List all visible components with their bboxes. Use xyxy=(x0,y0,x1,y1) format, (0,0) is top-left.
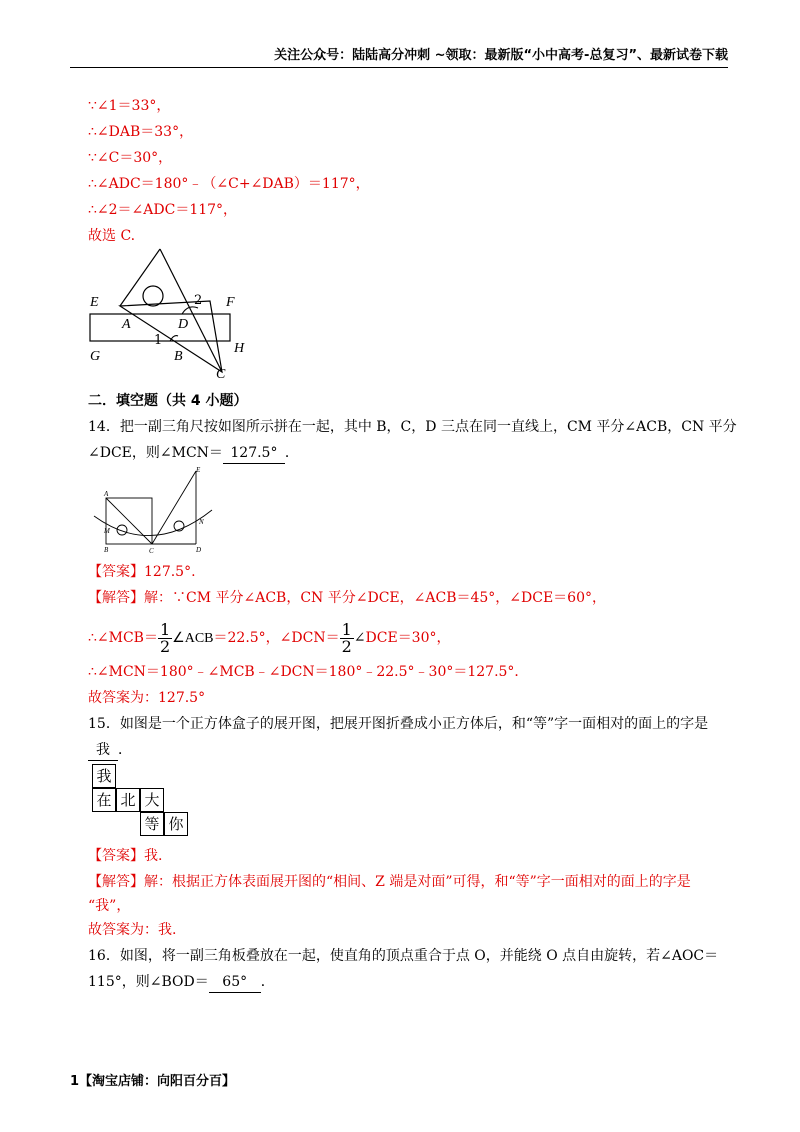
label-H: H xyxy=(234,341,245,356)
solution-line: ∴∠2＝∠ADC＝117°， xyxy=(88,202,238,218)
fraction-half xyxy=(158,619,172,656)
solution-line: ∴∠ADC＝180°﹣（∠C+∠DAB）＝117°， xyxy=(88,176,370,192)
net-cell: 我 xyxy=(92,764,116,788)
page-header: 关注公众号：陆陆高分冲刺 ~领取：最新版“小中高考-总复习”、最新试卷下载 xyxy=(70,44,728,68)
question-text: ． xyxy=(118,742,132,758)
label-C: C xyxy=(216,367,226,382)
answer-blank: 我 xyxy=(88,740,118,761)
answer-line: 【答案】我. xyxy=(88,848,163,864)
question-15-line1: 15．如图是一个正方体盒子的展开图，把展开图折叠成小正方体后，和“等”字一面相对的面上的字是 xyxy=(88,716,709,732)
question-text: 115°，则∠BOD＝ xyxy=(88,974,209,990)
label-F: F xyxy=(226,295,235,310)
analysis-line: 【解答】解：∵CM 平分∠ACB，CN 平分∠DCE，∠ACB＝45°，∠DCE＝60°， xyxy=(88,590,606,606)
net-cell: 大 xyxy=(140,788,164,812)
calc-text: ∴∠MCB＝ xyxy=(88,630,158,646)
label-A: A xyxy=(122,317,131,332)
fraction-denominator: 2 xyxy=(341,636,352,656)
net-cell: 你 xyxy=(164,812,188,836)
final-answer-line: 故答案为：127.5° xyxy=(88,690,206,706)
solution-line: 故选 C. xyxy=(88,228,136,244)
analysis-line: 【解答】解：根据正方体表面展开图的“相间、Z 端是对面”可得，和“等”字一面相对的面上的字是 xyxy=(88,874,691,890)
label-1: 1 xyxy=(154,333,163,348)
page-footer: 1【淘宝店铺：向阳百分百】 xyxy=(70,1074,236,1089)
label-B: B xyxy=(104,546,109,554)
label-2: 2 xyxy=(194,293,203,308)
final-answer-line: 故答案为：我. xyxy=(88,922,177,938)
calc-text: ＝22.5°，∠DCN＝ xyxy=(213,630,340,646)
label-D: D xyxy=(196,546,202,554)
analysis-line: “我”， xyxy=(88,898,131,914)
question-14-line1: 14．把一副三角尺按如图所示拼在一起，其中 B，C，D 三点在同一直线上，CM 平分∠ACB，CN 平分 xyxy=(88,419,737,435)
fraction-half xyxy=(340,619,354,656)
label-M: M xyxy=(104,527,110,535)
question-16-line2 xyxy=(88,972,275,993)
calc-text: ∠ xyxy=(353,630,366,646)
label-E: E xyxy=(90,295,99,310)
net-cell: 在 xyxy=(92,788,116,812)
solution-line: ∴∠DAB＝33°， xyxy=(88,124,194,140)
question-text: ． xyxy=(284,445,299,461)
fraction-numerator: 1 xyxy=(159,619,171,639)
section-title: 二．填空题（共 4 小题） xyxy=(88,393,248,409)
solution-line: ∵∠C＝30°， xyxy=(88,150,173,166)
cube-net xyxy=(92,764,192,838)
answer-blank: 127.5° xyxy=(223,443,285,464)
calc-line xyxy=(88,620,451,657)
calc-line: ∴∠MCN＝180°﹣∠MCB﹣∠DCN＝180°﹣22.5°﹣30°＝127.5°． xyxy=(88,664,529,680)
answer-line: 【答案】127.5°. xyxy=(88,564,196,580)
label-A: A xyxy=(104,490,109,498)
net-cell: 等 xyxy=(140,812,164,836)
solution-line: ∵∠1＝33°， xyxy=(88,98,171,114)
question-16-line1: 16．如图，将一副三角板叠放在一起，使直角的顶点重合于点 O，并能绕 O 点自由旋转，若∠AOC＝ xyxy=(88,948,719,964)
net-cell: 北 xyxy=(116,788,140,812)
fraction-denominator: 2 xyxy=(159,636,171,656)
label-B: B xyxy=(174,349,183,364)
label-C: C xyxy=(149,547,154,555)
label-E: E xyxy=(196,466,201,474)
question-14-line2 xyxy=(88,443,299,464)
question-15-line2 xyxy=(88,740,132,761)
question-text: ∠DCE，则∠MCN＝ xyxy=(88,445,223,461)
label-N: N xyxy=(199,518,204,526)
label-D: D xyxy=(178,317,189,332)
figure-q13 xyxy=(80,244,280,384)
fraction-numerator: 1 xyxy=(341,619,352,639)
answer-blank: 65° xyxy=(209,972,261,993)
calc-text: ∠ACB xyxy=(172,631,214,646)
question-text: ． xyxy=(260,974,275,990)
figure-q14 xyxy=(92,466,217,556)
calc-text: DCE＝30°， xyxy=(365,630,451,646)
label-G: G xyxy=(90,349,101,364)
